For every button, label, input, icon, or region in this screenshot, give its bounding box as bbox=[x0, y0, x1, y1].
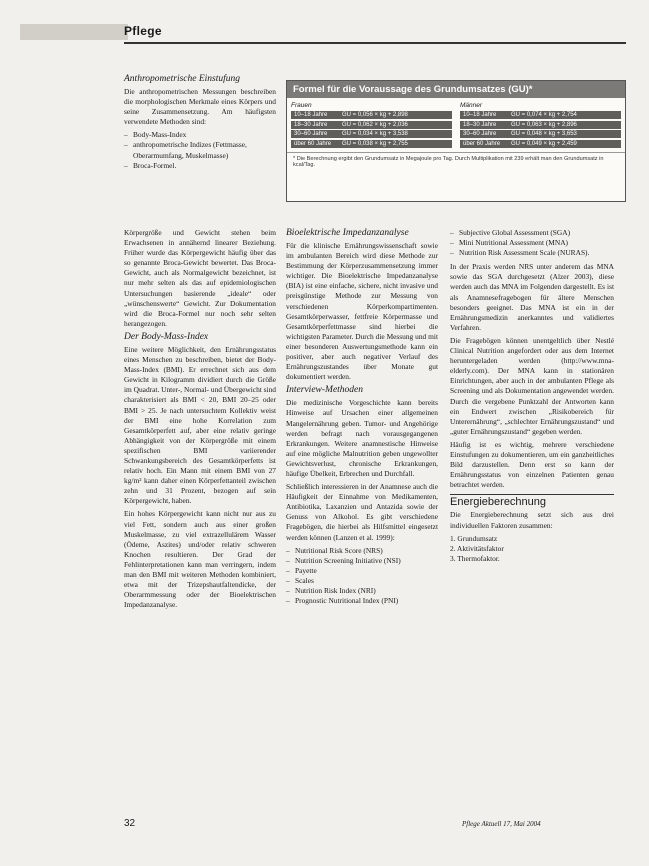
column-2 bbox=[286, 228, 438, 610]
paragraph: Für die klinische Ernährungswissenschaft sowie im ambulanten Bereich wird diese Methode zur Bestimmung der Körperzusammensetzung immer wichtiger. Die Bioelektrische Impedanzanalyse (BIA) ist eine einfache, sichere, nicht invasive und preisgünstige Methode zur Messung von verschiedenen Körperkompartimenten. Gesamtkörperwasser, fettfreie Körpermasse und Gesamtkörperfettmasse sind hierbei die wichtigsten Parameter. Durch die Messung und mit einer besonderen Auswertungsmethode kann ein positiver, aber auch negativer Verlauf des Ernährungszustandes über Monate gut dokumentiert werden. bbox=[286, 241, 438, 382]
women-label: Frauen bbox=[291, 102, 312, 109]
paragraph: Die Fragebögen können unentgeltlich über Nestlé Clinical Nutrition angefordert oder aus dem Internet heruntergeladen werden (http://www.mna-elderly.com). Der MNA kann in stationären Einrichtungen, aber auch in der ambulanten Pflege als Screening und als Dokumentation angewendet werden. Durch die vergebene Punktzahl der Antworten kann ein Endwert zwischen „Risikobereich für Unterernährung“, „schlechter Ernährungszustand“ und „guter Ernährungszustand“ gegeben werden. bbox=[450, 335, 614, 436]
questionnaire-list bbox=[286, 546, 438, 607]
heading-anthropometric: Anthropometrische Einstufung bbox=[124, 74, 241, 84]
formula-men bbox=[460, 102, 621, 149]
method-list bbox=[124, 130, 276, 170]
paragraph: Ein hohes Körpergewicht kann nicht nur aus zu viel Fett, sondern auch aus einer großen Muskelmasse, zu viel extrazellulärem Wasser (Ödeme, Aszites) und/oder relativ schweren Knochen resultieren. Der Grad der Fehlinterpretationen kann man verringern, indem man den BMI mit weiteren Methoden kombiniert, etwa mit der Trizepshautfaltendicke, der Oberarmmessung oder der Bioelektrischen Impedanzanalyse. bbox=[124, 509, 276, 610]
formula-note: * Die Berechnung ergibt den Grundumsatz in Megajoule pro Tag. Durch Multiplikation mit 239 erhält man den Grundumsatz in kcal/Tag. bbox=[287, 152, 625, 168]
intro-block bbox=[124, 74, 276, 175]
method-item: – Broca-Formel. bbox=[133, 161, 276, 171]
heading-energy: Energieberechnung bbox=[450, 494, 614, 507]
questionnaire-item: – Nutrition Risk Assessment Scale (NURAS). bbox=[459, 248, 614, 258]
questionnaire-list-cont bbox=[450, 228, 614, 258]
questionnaire-item: – Nutritional Risk Score (NRS) bbox=[295, 546, 438, 556]
energy-step: 2. Aktivitätsfaktor bbox=[450, 543, 504, 553]
paragraph: Die Energieberechnung setzt sich aus drei individuellen Faktoren zusammen: bbox=[450, 510, 614, 530]
energy-step: 3. Thermofaktor. bbox=[450, 553, 500, 563]
questionnaire-item: – Nutrition Screening Initiative (NSI) bbox=[295, 556, 438, 566]
footer-source: Pflege Aktuell 17, Mai 2004 bbox=[462, 820, 541, 828]
paragraph: Häufig ist es wichtig, mehrere verschiedene Einstufungen zu dokumentieren, um ein ganzheitliches Bild darzustellen. Denn erst so kann der Ernährungsstatus von einzelnen Patienten genau betrachtet werden. bbox=[450, 439, 614, 490]
formula-row: über 60 Jahre GU = 0,049 × kg + 2,459 bbox=[460, 140, 621, 148]
intro-text: Die anthropometrischen Messungen beschreiben die morphologischen Merkmale eines Körpers und seine Zusammensetzung. Am häufigsten verwendete Methoden sind: bbox=[124, 87, 276, 127]
formula-row: 18–30 Jahre GU = 0,062 × kg + 2,036 bbox=[291, 121, 452, 129]
paragraph: Schließlich interessieren in der Anamnese auch die Häufigkeit der Einnahme von Medikamenten, Antibiotika, Laxanzien und Antazida sowie der Genuss von Alkohol. Es gibt verschiedene Fragebögen, die hierbei als Hilfsmittel eingesetzt werden können (Lanzen et al. 1999): bbox=[286, 482, 438, 542]
questionnaire-item: – Payette bbox=[295, 566, 438, 576]
method-item: – anthropometrische Indizes (Fettmasse, Oberarmumfang, Muskelmasse) bbox=[133, 140, 276, 160]
men-label: Männer bbox=[460, 102, 483, 109]
paragraph: Eine weitere Möglichkeit, den Ernährungsstatus eines Menschen zu beschreiben, bietet der Body-Mass-Index (BMI). Er errechnet sich aus dem Gewicht in Kilogramm dividiert durch die Größe im Quadrat. Unter-, Normal- und Übergewicht sind charakterisiert als BMI < 20, BMI 20–25 oder BMI > 25. Je nach untersuchtem Kollektiv weist der BMI eine hohe Korrelation zum Gesamtkörperfett auf, aber eine relativ geringe Abhängigkeit von der Körpergröße mit einem spezifischen BMI variierender Schwankungsbereich des Gesamtkörperfetts ist relativ hoch. Ein Mann mit einem BMI von 27 kg/m² kann daher einen Körperfettanteil zwischen zehn und 31 Prozent, bezogen auf sein Körpergewicht, haben. bbox=[124, 344, 277, 506]
formula-row: 30–60 Jahre GU = 0,048 × kg + 3,653 bbox=[460, 130, 621, 138]
formula-row: über 60 Jahre GU = 0,038 × kg + 2,755 bbox=[291, 140, 452, 148]
questionnaire-item: – Scales bbox=[295, 576, 438, 586]
questionnaire-item: – Subjective Global Assessment (SGA) bbox=[459, 228, 614, 238]
questionnaire-item: – Nutrition Risk Index (NRI) bbox=[295, 586, 438, 596]
formula-box-title: Formel für die Voraussage des Grundumsatzes (GU)* bbox=[287, 81, 625, 98]
formula-row: 30–60 Jahre GU = 0,034 × kg + 3,538 bbox=[291, 130, 452, 138]
header-bar bbox=[20, 24, 128, 40]
formula-row: 10–18 Jahre GU = 0,074 × kg + 2,754 bbox=[460, 111, 621, 119]
paragraph: Körpergröße und Gewicht stehen beim Erwachsenen in annähernd linearer Beziehung. Früher wurde das Körpergewicht häufig über das so genannte Broca-Gewicht bewertet. Das Broca-Gewicht, auch als Normalgewicht bezeichnet, ist nur mehr selten als das auf epidemiologischen Untersuchungen basierende „ideale“ oder „wünschenswerte“ Gewicht. Zur Dokumentation wird die Broca-Formel nur noch sehr selten herangezogen. bbox=[124, 228, 276, 328]
column-3 bbox=[450, 228, 614, 564]
method-item: – Body-Mass-Index bbox=[133, 130, 276, 140]
paragraph: In der Praxis werden NRS unter anderem das MNA sowie das SGA durchgesetzt (Alzer 2003), diese werden auch das MNA im Folgenden dargestellt. Es ist als Anamnesefragebogen für ältere Menschen besonders geeignet. Das MNA ist ein in der Ernährungsmedizin anerkanntes und validiertes Verfahren. bbox=[450, 262, 614, 332]
formula-row: 10–18 Jahre GU = 0,056 × kg + 2,898 bbox=[291, 111, 452, 119]
page-number: 32 bbox=[124, 818, 136, 829]
paragraph: Die medizinische Vorgeschichte kann bereits Hinweise auf Ursachen einer allgemeinen Mangelernährung geben. Tumor- und Angehörige werden befragt nach vorausgegangenen Erkrankungen. Weitere anamnestische Hinweise auf eine mögliche Malnutrition geben ungewollter Gewichtsverlust, chronische Erkrankungen, häufige Übelkeit, Erbrechen und Durchfall. bbox=[286, 398, 438, 478]
energy-step: 1. Grundumsatz bbox=[450, 533, 498, 543]
section-title: Pflege bbox=[124, 24, 162, 38]
formula-row: 18–30 Jahre GU = 0,063 × kg + 2,896 bbox=[460, 121, 621, 129]
heading-bia: Bioelektrische Impedanzanalyse bbox=[286, 228, 409, 238]
header-rule bbox=[124, 42, 626, 44]
formula-box bbox=[286, 80, 626, 202]
questionnaire-item: – Prognostic Nutritional Index (PNI) bbox=[295, 596, 438, 606]
column-1 bbox=[124, 228, 276, 613]
questionnaire-item: – Mini Nutritional Assessment (MNA) bbox=[459, 238, 614, 248]
formula-women bbox=[291, 102, 452, 149]
heading-interview: Interview-Methoden bbox=[286, 385, 364, 396]
heading-bmi: Der Body-Mass-Index bbox=[124, 331, 209, 342]
energy-steps bbox=[450, 534, 614, 564]
